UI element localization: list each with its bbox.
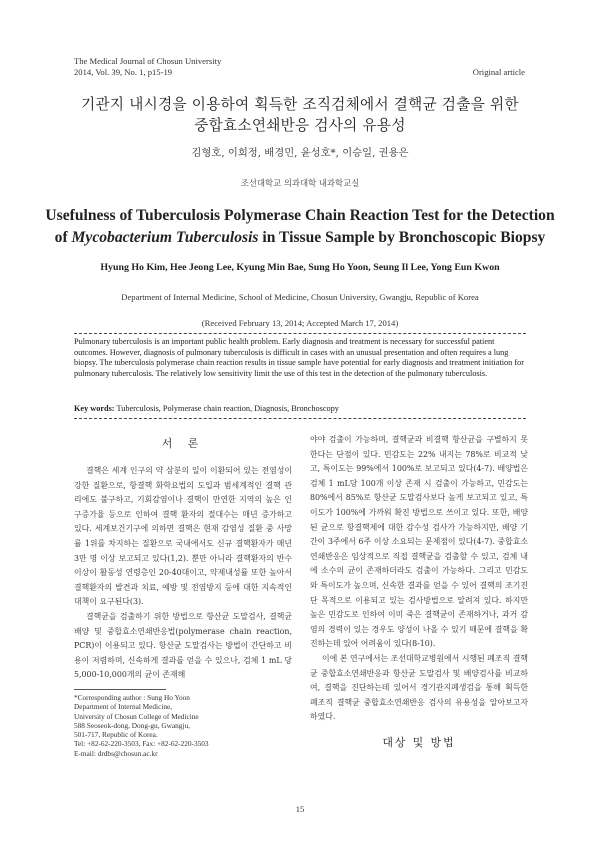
english-title-italic: Mycobacterium Tuberculosis bbox=[71, 228, 259, 246]
abstract-bottom-divider bbox=[74, 418, 526, 419]
keywords-label: Key words: bbox=[74, 404, 115, 413]
footnote-line: 588 Seoseok-dong, Dong-gu, Gwangju, bbox=[74, 720, 190, 730]
english-title bbox=[40, 205, 560, 248]
korean-affiliation: 조선대학교 의과대학 내과학교실 bbox=[240, 178, 360, 188]
methods-heading: 대상 및 방법 bbox=[382, 735, 456, 749]
intro-paragraph-4: 이에 본 연구에서는 조선대학교병원에서 시행된 폐조직 결핵균 중합효소연쇄반응과 항산균 도말검사 및 배양검사를 비교하여, 결핵을 진단하는데 있어서 경기관지폐생검을 통해 획득한 폐조직 결핵균 중합효소연쇄반응 검사의 유용성을 알아보고자 하였다. bbox=[310, 653, 528, 722]
korean-title-line1: 기관지 내시경을 이용하여 획득한 조직검체에서 결핵균 검출을 위한 bbox=[81, 96, 519, 113]
footnote-line: Department of Internal Medicine, bbox=[74, 702, 173, 712]
english-title-part2: in Tissue Sample by Bronchoscopic Biopsy bbox=[258, 228, 546, 246]
body-left-column bbox=[74, 430, 292, 683]
footnote-divider bbox=[74, 689, 166, 690]
article-type: Original article bbox=[472, 67, 525, 77]
intro-paragraph-2: 결핵균을 검출하기 위한 방법으로 항산균 도말검사, 결핵균 배양 및 중합효소연쇄반응법(polymerase chain reaction, PCR)이 이용되고 있다. 항산균 도말검사는 방법이 간단하고 비용이 저렴하며, 신속하게 결과를 얻을 수 있으나, 검체 1 mL 당 5,000-10,000개의 균이 존재해 bbox=[74, 611, 292, 680]
corresponding-author-footnote bbox=[74, 693, 304, 758]
korean-authors: 김형호, 이희정, 배경민, 윤성호*, 이승일, 권용은 bbox=[191, 147, 409, 159]
journal-volume: 2014, Vol. 39, No. 1, p15-19 bbox=[74, 67, 173, 77]
korean-title-line2: 중합효소연쇄반응 검사의 유용성 bbox=[194, 117, 406, 134]
intro-paragraph-1: 결핵은 세계 인구의 약 삼분의 일이 이환되어 있는 전염성이 강한 질환으로, 항결핵 화학요법의 도입과 범세계적인 결핵 관리에도 불구하고, 기회감염이나 결핵이 만연한 지역의 높은 인구증가율 등으로 인하여 결핵 환자의 절대수는 매년 증가하고 있다. 세계보건기구에 의하면 결핵은 현재 감염성 질환 중 사망률 1위를 차지하는 질환으로 국내에서도 신규 결핵환자가 매년 3만 명 이상 보고되고 있다(1,2). 뿐만 아니라 결핵환자의 반수 이상이 활동성 연령층인 20-40대이고, 약제내성률 또한 높아서 결핵환자의 발견과 치료, 예방 및 전염방지 등에 대한 지속적인 대책이 요구된다(3). bbox=[74, 466, 292, 607]
english-title-part1: Usefulness of Tuberculosis Polymerase Chain Reaction Test for the Detection of bbox=[45, 207, 555, 246]
english-affiliation: Department of Internal Medicine, School of Medicine, Chosun University, Gwangju, Republic of Korea bbox=[121, 292, 479, 302]
footnote-email: E-mail: drdbs@chosun.ac.kr bbox=[74, 748, 158, 758]
footnote-line: 501-717, Republic of Korea. bbox=[74, 730, 158, 740]
korean-title bbox=[60, 94, 540, 136]
abstract-text: Pulmonary tuberculosis is an important public health problem. Early diagnosis and treatment is necessary for successful patient outcomes. However, diagnosis of pulmonary tuberculosis is difficult in cases with an unusual presentation and often requires a lung biopsy. The tuberculosis polymerase chain reaction results in tissue sample have potential for early diagnosis and treatment initiation for pulmonary tuberculosis. The relatively low sensitivity limit the use of this test in the detection of the pulmonary tuberculosis. bbox=[74, 337, 524, 378]
keywords-list: Tuberculosis, Polymerase chain reaction, Diagnosis, Bronchoscopy bbox=[114, 404, 339, 413]
footnote-line: University of Chosun College of Medicine bbox=[74, 711, 199, 721]
footnote-line: *Corresponding author : Sung Ho Yoon bbox=[74, 693, 190, 702]
footnote-line: Tel: +82-62-220-3503, Fax: +82-62-220-3503 bbox=[74, 739, 209, 749]
body-right-column bbox=[310, 433, 528, 763]
intro-paragraph-3: 야야 검출이 가능하며, 결핵균과 비결핵 항산균을 구별하지 못한다는 단점이 있다. 민감도는 22% 내지는 78%로 비교적 낮고, 특이도는 99%에서 100%로 보고되고 있다(4-7). 배양법은 검체 1 mL당 100개 이상 존재 시 검출이 가능하고, 민감도는 80%에서 85%로 항산균 도말검사보다 높게 보고되고 있고, 특이도가 100%에 가까워 확진 방법으로 쓰이고 있다. 또한, 배양된 균으로 항결핵제에 대한 감수성 검사가 가능하지만, 배양 기간이 3주에서 6주 이상 소요되는 문제점이 있다(4-7). 중합효소연쇄반응은 임상적으로 직접 결핵균을 검출할 수 있고, 검체 내에 소수의 균이 존재하더라도 검출이 가능하다. 그리고 민감도와 특이도가 높으며, 신속한 결과를 얻을 수 있어 결핵의 조기진단 목적으로 이용되고 있는 검사방법으로 알려져 있다. 하지만 높은 민감도로 인하여 이미 죽은 결핵균이 존재하거나, 과거 감염의 경력이 있는 경우도 양성이 나올 수 있기 때문에 결핵을 확진하는데 있어 어려움이 있다(8-10). bbox=[310, 435, 528, 649]
page-number: 15 bbox=[295, 804, 305, 814]
journal-header bbox=[74, 56, 221, 78]
intro-heading: 서 론 bbox=[161, 437, 205, 450]
journal-name: The Medical Journal of Chosun University bbox=[74, 56, 222, 66]
received-date: (Received February 13, 2014; Accepted March 17, 2014) bbox=[201, 318, 399, 328]
keywords bbox=[74, 404, 526, 415]
english-authors: Hyung Ho Kim, Hee Jeong Lee, Kyung Min Bae, Sung Ho Yoon, Seung Il Lee, Yong Eun Kwon bbox=[100, 262, 500, 273]
abstract-top-divider bbox=[74, 333, 526, 334]
